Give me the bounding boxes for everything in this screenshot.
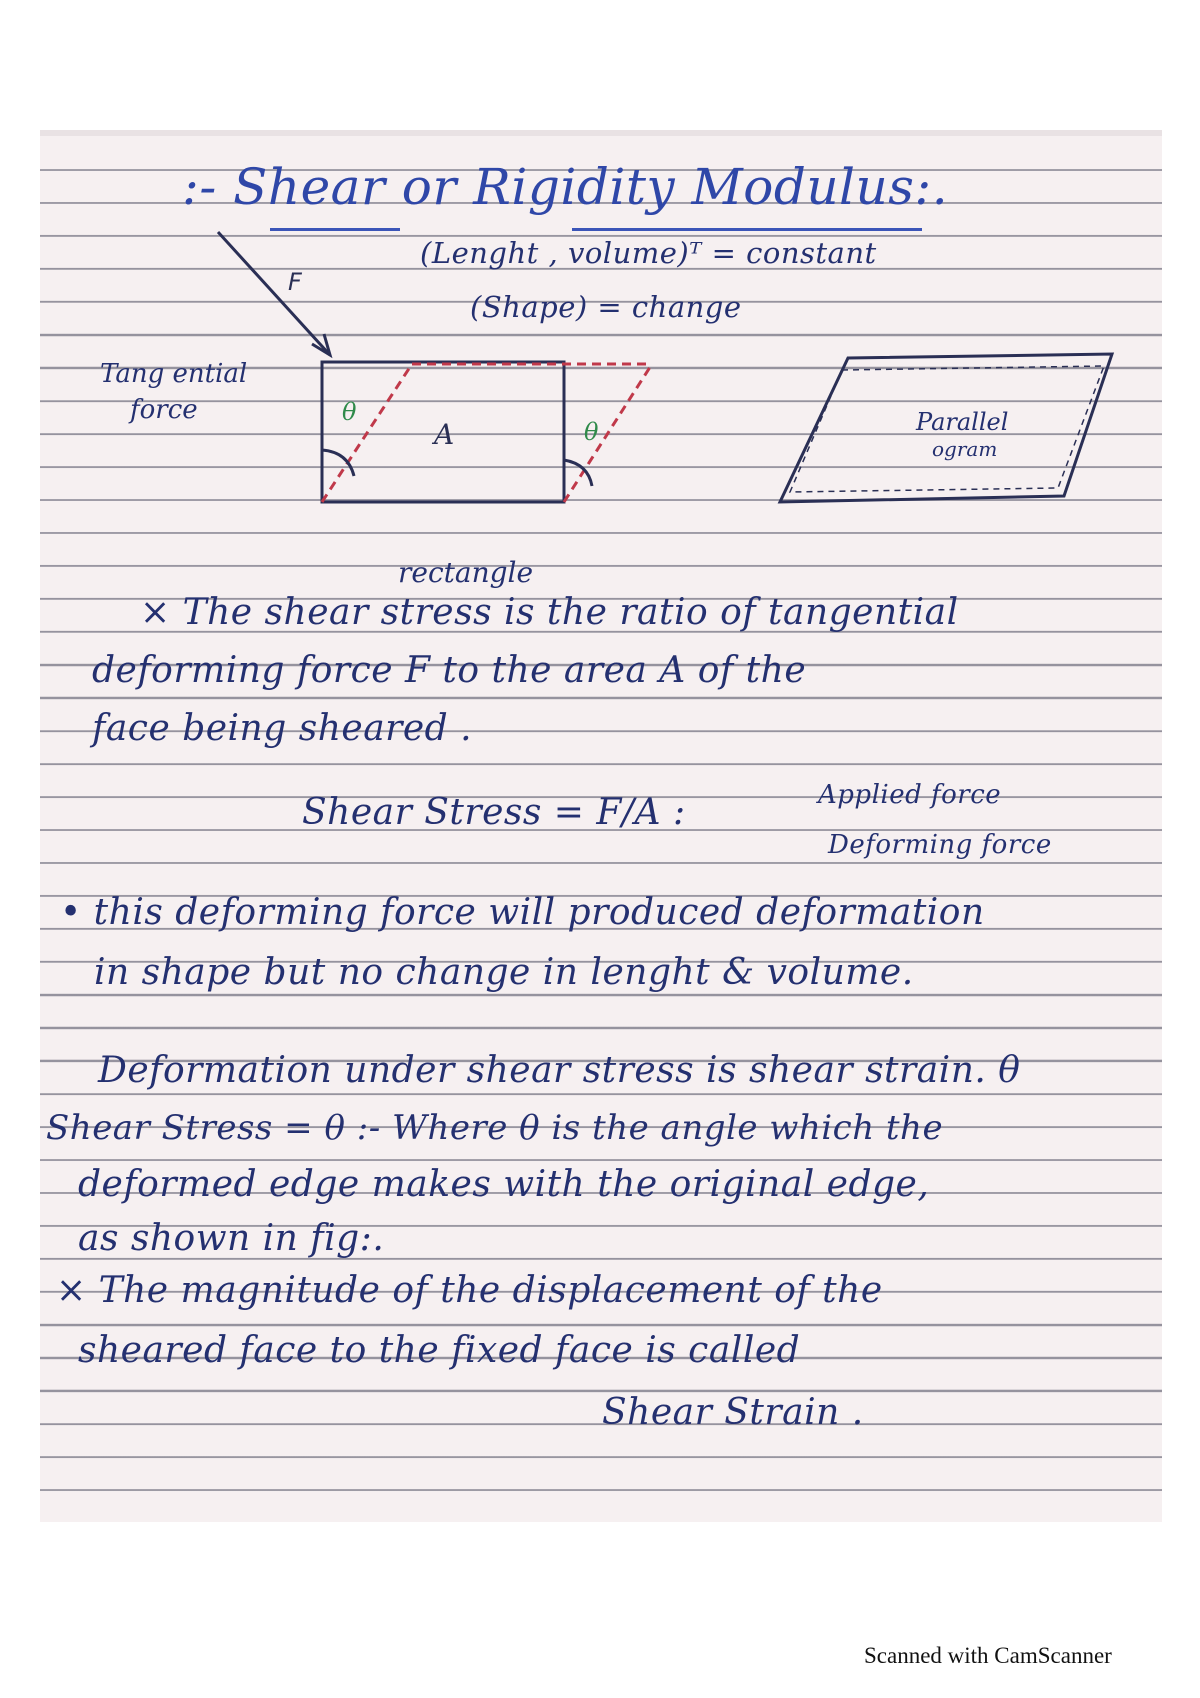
force-arrow [218,232,330,355]
condition-constant: (Lenght , volume)ᵀ = constant [420,236,877,270]
magnitude-line2: sheared face to the fixed face is called [78,1330,801,1371]
condition-change: (Shape) = change [470,290,742,324]
shear-diagram [40,130,1162,600]
formula-note-deforming-force: Deforming force [828,830,1052,860]
deformation-line1: • this deforming force will produced deformation [60,892,985,933]
theta-right-label: θ [584,418,599,446]
page-title: :- Shear or Rigidity Modulus:. [182,158,949,216]
area-label: A [434,418,455,451]
magnitude-line3: Shear Strain . [602,1392,864,1433]
shear-stress-definition-line3: face being sheared . [92,708,473,749]
tangential-force-label-line1: Tang ential [100,359,248,389]
tangential-force-label-line2: force [130,395,198,425]
force-label: F [288,268,302,296]
shear-stress-formula: Shear Stress = F/A : [302,792,686,833]
sheared-left-edge [322,364,412,502]
sheared-right-edge [564,364,652,502]
deformation-line2: in shape but no change in lenght & volume. [94,952,914,993]
strain-definition-line4: as shown in fig:. [78,1218,385,1259]
angle-arc-right [564,460,592,486]
rectangle-label: rectangle [398,556,534,589]
strain-definition-line1: Deformation under shear stress is shear strain. θ [98,1050,1021,1091]
shear-stress-definition-line1: × The shear stress is the ratio of tangential [140,592,959,633]
scanner-watermark: Scanned with CamScanner [864,1643,1112,1668]
notebook-page [40,130,1162,1522]
angle-arc-left [322,450,354,476]
parallelogram-label-line2: ogram [932,437,998,461]
formula-note-applied-force: Applied force [818,780,1002,810]
magnitude-line1: × The magnitude of the displacement of the [56,1270,883,1311]
parallelogram-label-line1: Parallel [916,408,1009,436]
strain-definition-line2: Shear Stress = θ :- Where θ is the angle which the [46,1108,944,1148]
shear-stress-definition-line2: deforming force F to the area A of the [92,650,807,691]
strain-definition-line3: deformed edge makes with the original edge, [78,1164,930,1205]
theta-left-label: θ [342,398,357,426]
